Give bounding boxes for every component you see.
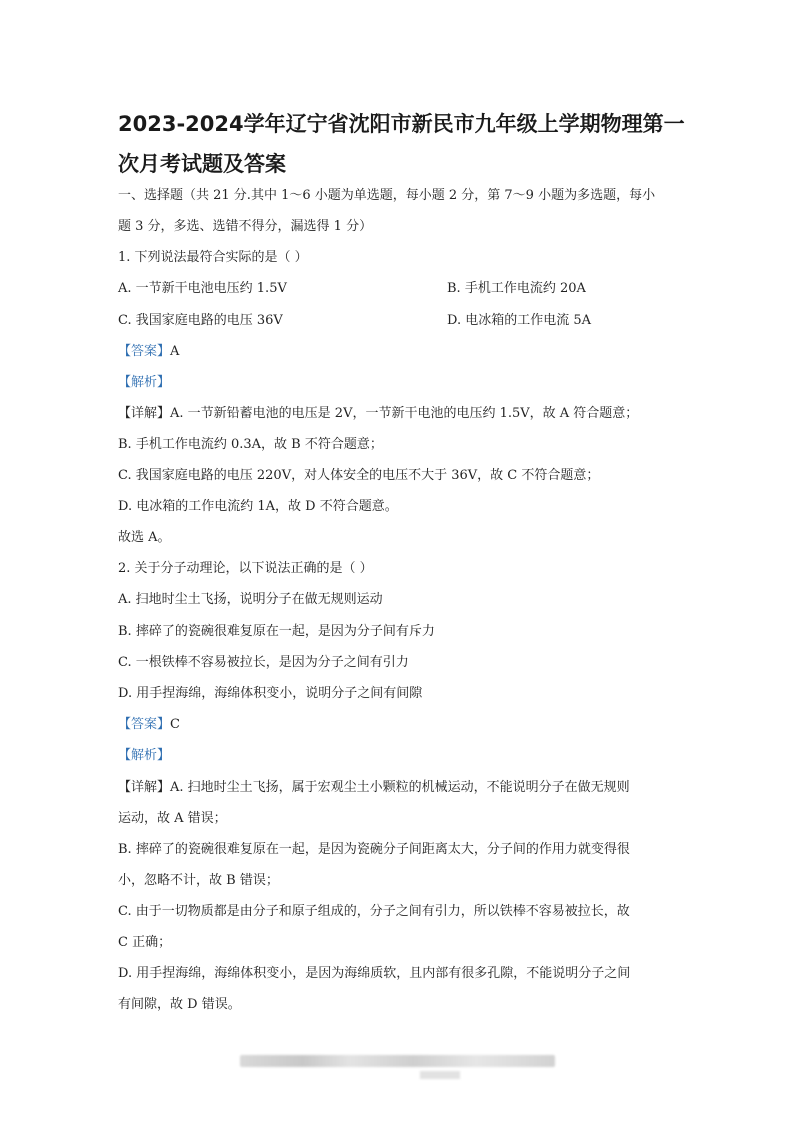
q2-detail-4a: D. 用手捏海绵，海绵体积变小，是因为海绵质软，且内部有很多孔隙，不能说明分子之间 [118,966,631,981]
section-heading-cont: 题 3 分，多选、选错不得分，漏选得 1 分） [118,219,373,234]
q2-detail-4b: 有间隙，故 D 错误。 [118,997,241,1012]
q1-stem: 1. 下列说法最符合实际的是（ ） [118,250,308,265]
q2-answer [118,717,180,733]
detail-text: A. 扫地时尘土飞扬，属于宏观尘土小颗粒的机械运动，不能说明分子在做无规则 [170,780,630,795]
q1-option-d: D. 电冰箱的工作电流 5A [447,313,592,328]
q2-detail-2b: 小，忽略不计，故 B 错误； [118,873,279,888]
q1-detail-1 [118,406,638,422]
q2-detail-1b: 运动，故 A 错误； [118,811,227,826]
section-heading: 一、选择题（共 21 分.其中 1～6 小题为单选题，每小题 2 分，第 7～9 小题为多选题，每小 [118,188,656,203]
q1-option-a: A. 一节新干电池电压约 1.5V [118,281,287,296]
q1-detail-2: B. 手机工作电流约 0.3A，故 B 不符合题意； [118,437,383,452]
q2-detail-2a: B. 摔碎了的瓷碗很难复原在一起，是因为瓷碗分子间距离太大，分子间的作用力就变得很 [118,842,630,857]
q1-answer [118,344,179,360]
answer-value: C [170,717,180,732]
q2-detail-3a: C. 由于一切物质都是由分子和原子组成的，分子之间有引力，所以铁棒不容易被拉长，故 [118,904,630,919]
q1-analysis-tag: 【解析】 [118,375,171,390]
q2-option-d: D. 用手捏海绵，海绵体积变小，说明分子之间有间隙 [118,686,423,701]
detail-tag: 【详解】 [118,780,171,795]
q2-option-c: C. 一根铁棒不容易被拉长，是因为分子之间有引力 [118,655,409,670]
q2-stem: 2. 关于分子动理论，以下说法正确的是（ ） [118,561,373,576]
q1-detail-3: C. 我国家庭电路的电压 220V，对人体安全的电压不大于 36V，故 C 不符合题意； [118,468,600,483]
doc-title-line1: 2023-2024学年辽宁省沈阳市新民市九年级上学期物理第一 [118,112,685,136]
answer-value: A [170,344,180,359]
q1-detail-4: D. 电冰箱的工作电流约 1A，故 D 不符合题意。 [118,499,398,514]
detail-text: A. 一节新铅蓄电池的电压是 2V，一节新干电池的电压约 1.5V，故 A 符合题意； [170,406,639,421]
doc-title-line2: 次月考试题及答案 [118,152,286,176]
q1-option-b: B. 手机工作电流约 20A [447,281,586,296]
q1-option-c: C. 我国家庭电路的电压 36V [118,313,283,328]
detail-tag: 【详解】 [118,406,171,421]
q2-detail-1a [118,780,630,796]
blurred-footer-watermark [240,1055,555,1067]
answer-tag: 【答案】 [118,344,171,359]
q2-analysis-tag: 【解析】 [118,748,171,763]
answer-tag: 【答案】 [118,717,171,732]
q1-conclusion: 故选 A。 [118,530,171,545]
q2-option-a: A. 扫地时尘土飞扬，说明分子在做无规则运动 [118,592,383,607]
q2-detail-3b: C 正确； [118,935,172,950]
blurred-footer-watermark-2 [420,1071,460,1079]
q2-option-b: B. 摔碎了的瓷碗很难复原在一起，是因为分子间有斥力 [118,624,435,639]
